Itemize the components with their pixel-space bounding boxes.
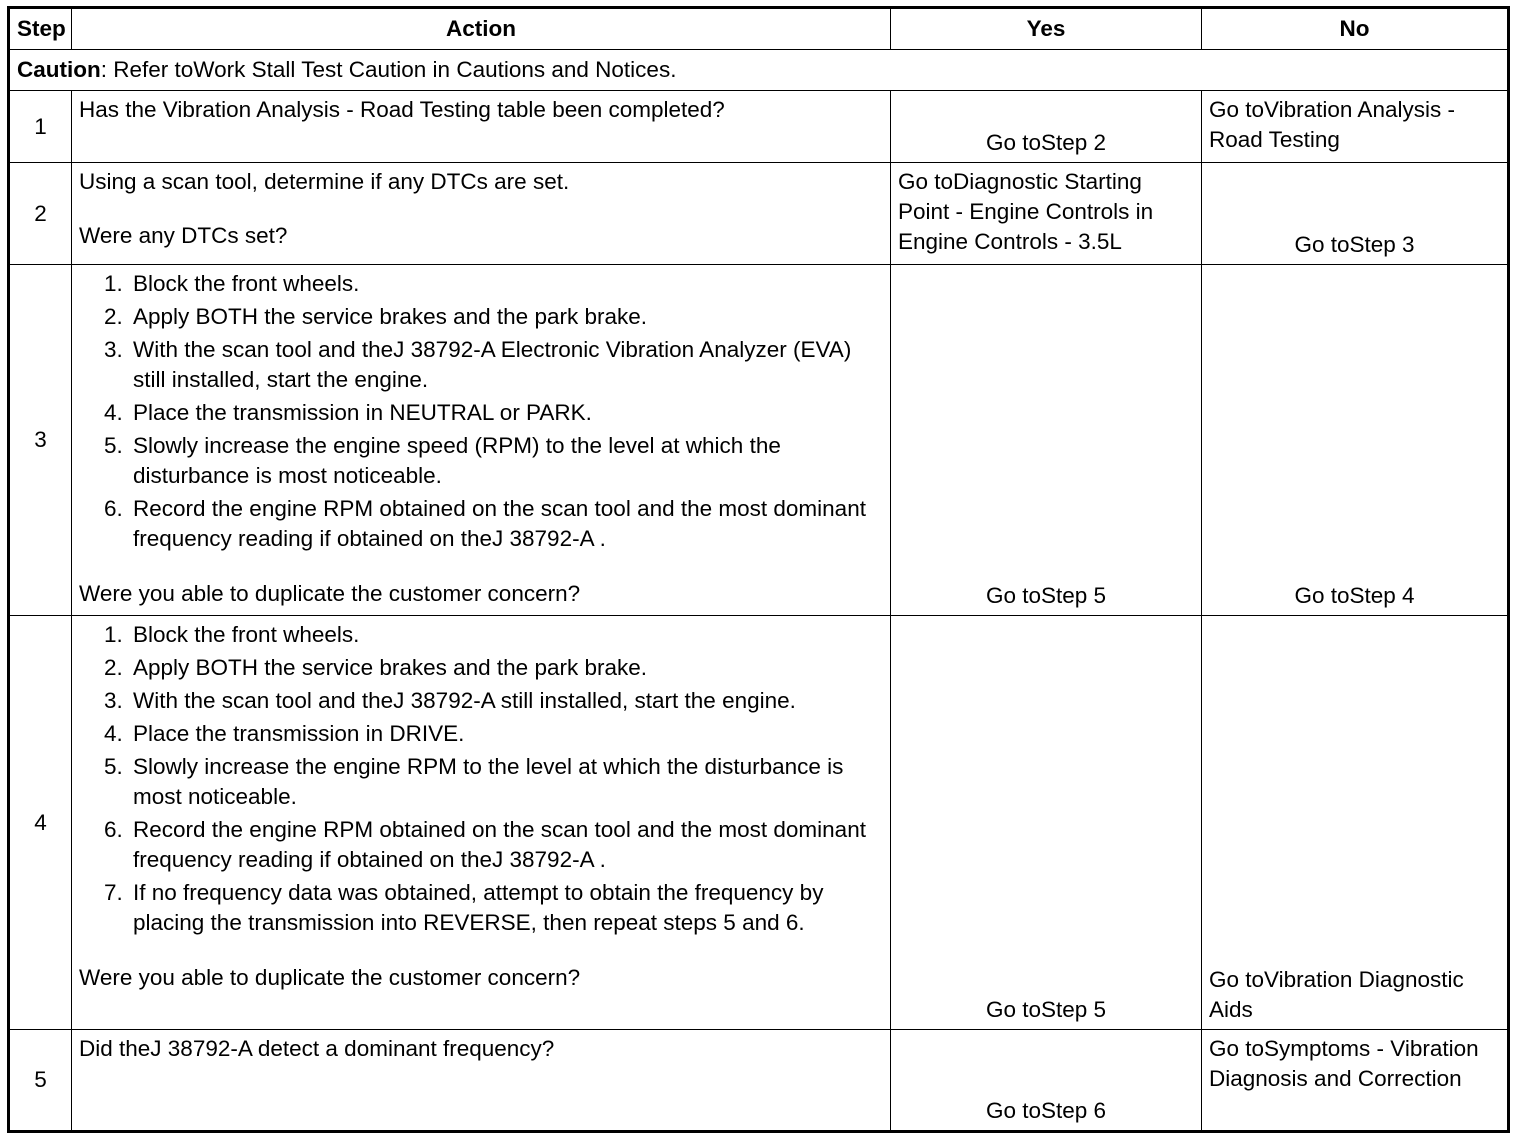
action-intro: Using a scan tool, determine if any DTCs are set. bbox=[79, 169, 570, 194]
header-yes: Yes bbox=[891, 8, 1202, 50]
list-item: 5. Slowly increase the engine RPM to the level at which the disturbance is most noticeable. bbox=[129, 752, 883, 812]
list-item: 1. Block the front wheels. bbox=[129, 269, 883, 299]
list-item: 1. Block the front wheels. bbox=[129, 620, 883, 650]
no-cell[interactable]: Go toStep 4 bbox=[1202, 265, 1509, 616]
action-cell bbox=[72, 163, 891, 265]
step-number: 2 bbox=[9, 163, 72, 265]
procedure-list bbox=[79, 620, 883, 938]
list-item: 3. With the scan tool and theJ 38792-A Electronic Vibration Analyzer (EVA) still installed, start the engine. bbox=[129, 335, 883, 395]
yes-cell[interactable]: Go toDiagnostic Starting Point - Engine Controls in Engine Controls - 3.5L bbox=[891, 163, 1202, 265]
list-item: 5. Slowly increase the engine speed (RPM) to the level at which the disturbance is most noticeable. bbox=[129, 431, 883, 491]
header-row bbox=[9, 8, 1509, 50]
no-cell[interactable]: Go toVibration Diagnostic Aids bbox=[1202, 616, 1509, 1030]
action-question: Were any DTCs set? bbox=[79, 223, 288, 248]
yes-cell[interactable]: Go toStep 5 bbox=[891, 616, 1202, 1030]
list-item: 6. Record the engine RPM obtained on the scan tool and the most dominant frequency reading if obtained on theJ 38792-A . bbox=[129, 815, 883, 875]
header-step: Step bbox=[9, 8, 72, 50]
list-item: 6. Record the engine RPM obtained on the scan tool and the most dominant frequency reading if obtained on theJ 38792-A . bbox=[129, 494, 883, 554]
table-row bbox=[9, 1030, 1509, 1132]
step-number: 1 bbox=[9, 91, 72, 163]
step-number: 5 bbox=[9, 1030, 72, 1132]
header-no: No bbox=[1202, 8, 1509, 50]
action-cell bbox=[72, 91, 891, 163]
yes-cell[interactable]: Go toStep 2 bbox=[891, 91, 1202, 163]
no-cell[interactable]: Go toVibration Analysis - Road Testing bbox=[1202, 91, 1509, 163]
action-question: Were you able to duplicate the customer concern? bbox=[79, 581, 581, 606]
step-number: 4 bbox=[9, 616, 72, 1030]
table-row bbox=[9, 163, 1509, 265]
caution-cell bbox=[9, 50, 1509, 91]
table-row bbox=[9, 616, 1509, 1030]
list-item: 2. Apply BOTH the service brakes and the park brake. bbox=[129, 653, 883, 683]
no-cell[interactable]: Go toStep 3 bbox=[1202, 163, 1509, 265]
action-question: Has the Vibration Analysis - Road Testing table been completed? bbox=[79, 97, 725, 122]
list-item: 2. Apply BOTH the service brakes and the park brake. bbox=[129, 302, 883, 332]
procedure-list bbox=[79, 269, 883, 554]
list-item: 7. If no frequency data was obtained, attempt to obtain the frequency by placing the transmission into REVERSE, then repeat steps 5 and 6. bbox=[129, 878, 883, 938]
action-question: Did theJ 38792-A detect a dominant frequency? bbox=[79, 1036, 555, 1061]
list-item: 3. With the scan tool and theJ 38792-A still installed, start the engine. bbox=[129, 686, 883, 716]
action-question: Were you able to duplicate the customer concern? bbox=[79, 965, 581, 990]
list-item: 4. Place the transmission in NEUTRAL or PARK. bbox=[129, 398, 883, 428]
header-action: Action bbox=[72, 8, 891, 50]
action-cell bbox=[72, 1030, 891, 1132]
table-row bbox=[9, 265, 1509, 616]
table-row bbox=[9, 91, 1509, 163]
diagnostic-table bbox=[7, 6, 1510, 1133]
yes-cell[interactable]: Go toStep 6 bbox=[891, 1030, 1202, 1132]
action-cell bbox=[72, 616, 891, 1030]
yes-cell[interactable]: Go toStep 5 bbox=[891, 265, 1202, 616]
step-number: 3 bbox=[9, 265, 72, 616]
caution-row bbox=[9, 50, 1509, 91]
action-cell bbox=[72, 265, 891, 616]
list-item: 4. Place the transmission in DRIVE. bbox=[129, 719, 883, 749]
no-cell[interactable]: Go toSymptoms - Vibration Diagnosis and Correction bbox=[1202, 1030, 1509, 1132]
caution-label: Caution bbox=[17, 57, 101, 82]
caution-text: : Refer toWork Stall Test Caution in Cautions and Notices. bbox=[100, 57, 677, 82]
